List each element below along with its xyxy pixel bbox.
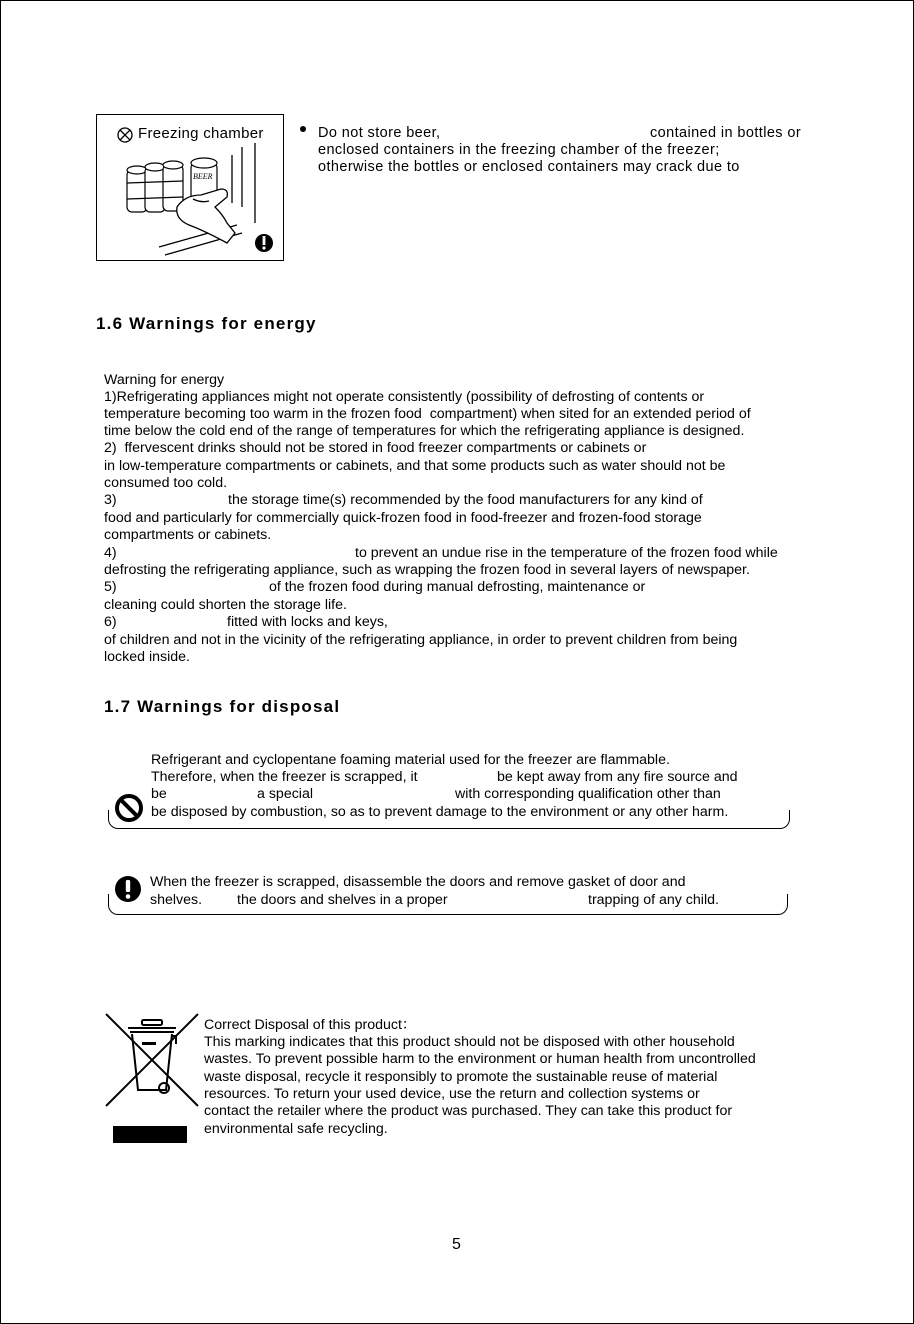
weee-line: waste disposal, recycle it responsibly to promote the sustainable reuse of material xyxy=(204,1069,718,1085)
energy-line: to prevent an undue rise in the temperature of the frozen food while xyxy=(355,545,778,561)
section-heading-disposal: 1.7 Warnings for disposal xyxy=(104,697,341,716)
hand-icon xyxy=(177,189,235,243)
weee-line: environmental safe recycling. xyxy=(204,1121,388,1137)
beer-warning-line: Do not store beer, xyxy=(318,125,441,141)
energy-line: Warning for energy xyxy=(104,372,225,388)
freezing-chamber-label: Freezing chamber xyxy=(138,125,264,142)
energy-line: 3) xyxy=(104,492,117,508)
flammable-line: Refrigerant and cyclopentane foaming material used for the freezer are flammable. xyxy=(151,752,670,768)
energy-line: 4) xyxy=(104,545,117,561)
beer-warning-line: contained in bottles or xyxy=(650,125,802,141)
weee-line: This marking indicates that this product should not be disposed with other household xyxy=(204,1034,735,1050)
energy-line: 5) xyxy=(104,579,117,595)
energy-line: consumed too cold. xyxy=(104,475,228,491)
flammable-line: a special xyxy=(257,786,313,802)
energy-line: defrosting the refrigerating appliance, such as wrapping the frozen food in several layers of newspaper. xyxy=(104,562,750,578)
energy-line: of the frozen food during manual defrosting, maintenance or xyxy=(269,579,646,595)
flammable-line: with corresponding qualification other than xyxy=(455,786,721,802)
energy-line: compartments or cabinets. xyxy=(104,527,272,543)
warning-exclamation-icon xyxy=(114,875,142,903)
prohibition-circle-icon xyxy=(118,128,132,142)
door-line: When the freezer is scrapped, disassemble the doors and remove gasket of door and xyxy=(150,874,686,890)
bullet-dot xyxy=(300,126,306,132)
flammable-line: be disposed by combustion, so as to prevent damage to the environment or any other harm. xyxy=(151,804,729,820)
flammable-line: be kept away from any fire source and xyxy=(497,769,738,785)
beer-label: BEER xyxy=(193,172,213,181)
energy-line: 1)Refrigerating appliances might not operate consistently (possibility of defrosting of contents or xyxy=(104,389,705,405)
energy-line: fitted with locks and keys, xyxy=(227,614,388,630)
energy-line: time below the cold end of the range of temperatures for which the refrigerating appliance is designed. xyxy=(104,423,745,439)
energy-line: 2) ffervescent drinks should not be stored in food freezer compartments or cabinets or xyxy=(104,440,647,456)
page-number: 5 xyxy=(452,1236,461,1253)
energy-line: of children and not in the vicinity of the refrigerating appliance, in order to prevent children from being xyxy=(104,632,738,648)
crossed-out-wheelie-bin-icon xyxy=(104,1012,200,1144)
beer-warning-line: enclosed containers in the freezing chamber of the freezer; xyxy=(318,142,720,158)
door-line: trapping of any child. xyxy=(588,892,719,908)
flammable-line: be xyxy=(151,786,167,802)
weee-line: contact the retailer where the product was purchased. They can take this product for xyxy=(204,1103,733,1119)
energy-line: in low-temperature compartments or cabinets, and that some products such as water should not be xyxy=(104,458,726,474)
door-line: shelves. xyxy=(150,892,203,908)
beer-warning-line: otherwise the bottles or enclosed containers may crack due to xyxy=(318,159,740,175)
weee-title: Correct Disposal of this product： xyxy=(204,1017,417,1033)
weee-line: wastes. To prevent possible harm to the environment or human health from uncontrolled xyxy=(204,1051,756,1067)
energy-line: cleaning could shorten the storage life. xyxy=(104,597,347,613)
door-line: the doors and shelves in a proper xyxy=(237,892,448,908)
energy-line: temperature becoming too warm in the frozen food compartment) when sited for an extended period of xyxy=(104,406,751,422)
warning-exclamation-icon xyxy=(255,234,273,252)
energy-line: 6) xyxy=(104,614,117,630)
freezing-chamber-illustration xyxy=(96,114,284,261)
energy-line: food and particularly for commercially quick-frozen food in food-freezer and frozen-food storage xyxy=(104,510,702,526)
weee-line: resources. To return your used device, use the return and collection systems or xyxy=(204,1086,700,1102)
energy-line: locked inside. xyxy=(104,649,190,665)
prohibited-icon xyxy=(115,794,143,822)
section-heading-energy: 1.6 Warnings for energy xyxy=(96,314,317,333)
flammable-line: Therefore, when the freezer is scrapped, it xyxy=(151,769,418,785)
energy-line: the storage time(s) recommended by the food manufacturers for any kind of xyxy=(228,492,703,508)
